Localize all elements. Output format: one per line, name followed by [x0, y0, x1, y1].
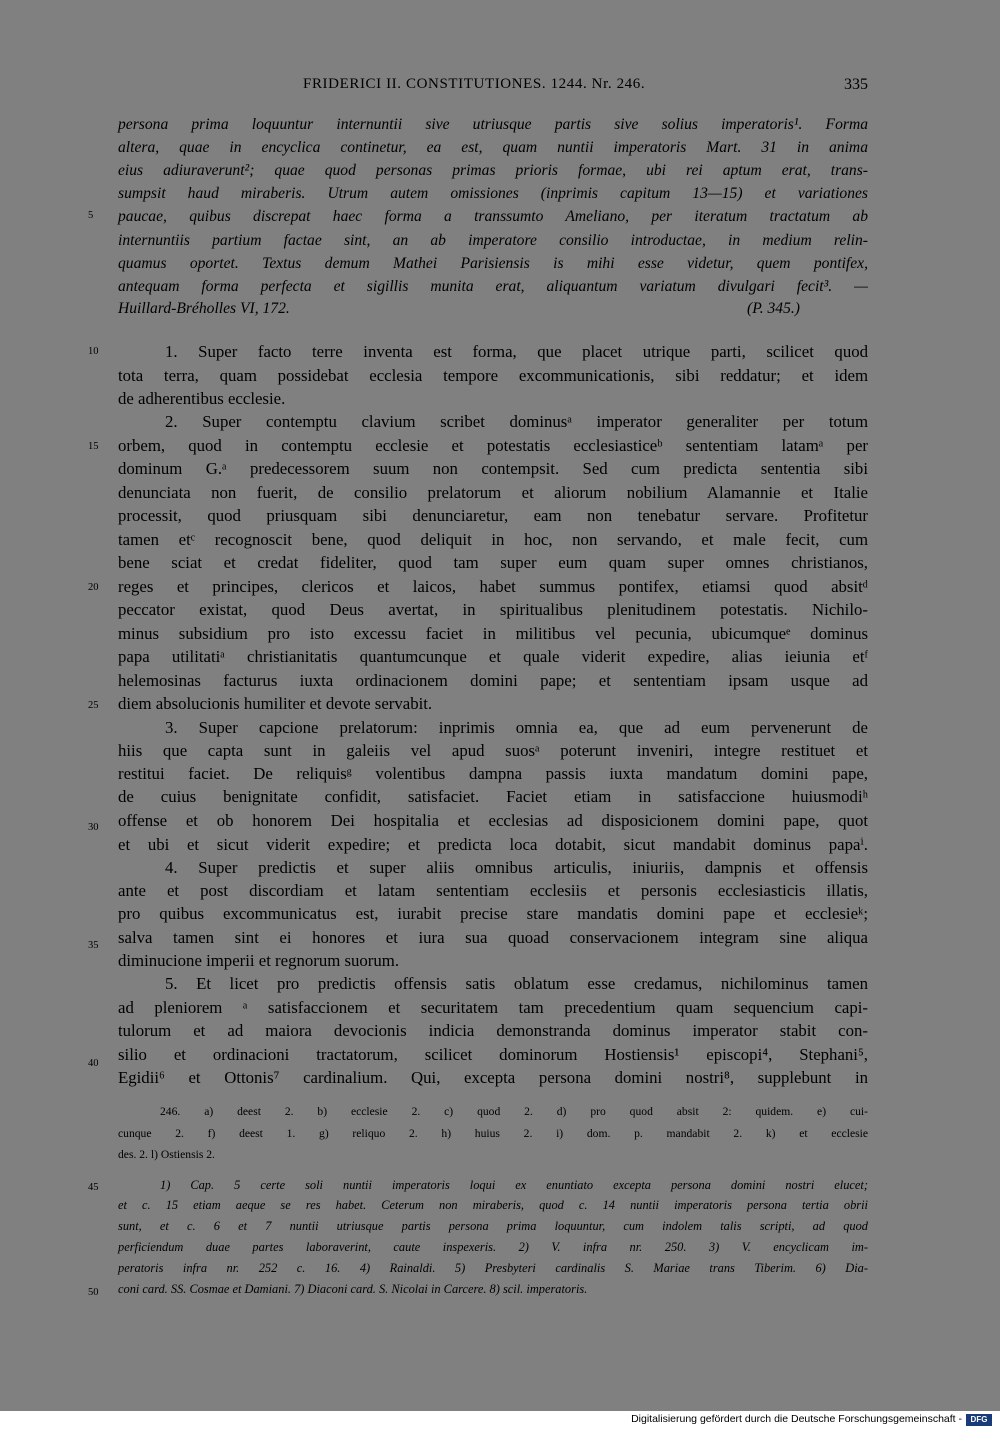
body-line: 2. Super contemptu clavium scribet dominusᵃ imperator generaliter per totum — [165, 412, 868, 431]
body-line: et ubi et sicut viderit expedire; et predicta loca dotabit, sicut mandabit dominus papaⁱ. — [118, 835, 868, 854]
body-line: offense et ob honorem Dei hospitalia et ecclesias ad disposicionem domini pape, quot — [118, 811, 868, 830]
notes-line: sunt, et c. 6 et 7 nuntii utriusque partis persona prima loquuntur, cum indolem talis scripti, ad quod — [118, 1219, 868, 1233]
body-line: minus subsidium pro isto excessu faciet in militibus vel pecunia, ubicumqueᵉ dominus — [118, 624, 868, 643]
body-line: hiis que capta sunt in galeiis vel apud suosᵃ poterunt inveniri, integre restituet et — [118, 741, 868, 760]
variants-line: 246. a) deest 2. b) ecclesie 2. c) quod 2. d) pro quod absit 2: quidem. e) cui- — [160, 1105, 868, 1118]
notes-line: 1) Cap. 5 certe soli nuntii imperatoris loqui ex enuntiato excepta persona domini nostri elucet; — [160, 1178, 868, 1192]
intro-line: sumpsit haud miraberis. Utrum autem omissiones (inprimis capitum 13—15) et variationes — [118, 185, 868, 202]
intro-line: internuntiis partium factae sint, an ab imperatore consilio introductae, in medium relin- — [118, 232, 868, 249]
body-line: 4. Super predictis et super aliis omnibus articulis, iniuriis, dampnis et offensis — [165, 858, 868, 877]
line-number: 5 — [88, 210, 94, 221]
intro-regest: (P. 345.) — [747, 300, 800, 317]
variants-line: des. 2. l) Ostiensis 2. — [118, 1148, 215, 1161]
body-line: restitui faciet. De reliquisᵍ volentibus dampna passis iuxta mandatum domini pape, — [118, 764, 868, 783]
intro-citation: Huillard-Bréholles VI, 172. — [118, 300, 290, 317]
body-line: orbem, quod in contemptu ecclesie et potestatis ecclesiasticeᵇ sententiam latamᵃ per — [118, 436, 868, 455]
intro-line: paucae, quibus discrepat haec forma a transsumto Ameliano, per iteratum tractatum ab — [118, 208, 868, 225]
running-header — [118, 76, 868, 98]
body-line: reges et principes, clericos et laicos, habet summus pontifex, etiamsi quod absitᵈ — [118, 577, 868, 596]
line-number: 35 — [88, 940, 99, 951]
body-line: denunciata non fuerit, de consilio prelatorum et aliorum nobilium Alamannie et Italie — [118, 483, 868, 502]
body-line: bene sciat et credat fideliter, quod tam super eum quam super omnes christianos, — [118, 553, 868, 572]
body-line: ante et post discordiam et latam sententiam ecclesiis et personis ecclesiasticis illatis, — [118, 881, 868, 900]
body-line: diminucione imperii et regnorum suorum. — [118, 951, 400, 970]
body-line: processit, quod priusquam sibi denunciaretur, eam non tenebatur servare. Profitetur — [118, 506, 868, 525]
notes-line: et c. 15 etiam aeque se res habet. Ceterum non miraberis, quod c. 14 nuntii imperatoris persona tertia obrii — [118, 1198, 868, 1212]
body-line: Egidii⁶ et Ottonis⁷ cardinalium. Qui, excepta persona domini nostri⁸, supplebunt in — [118, 1068, 868, 1087]
body-line: tulorum et ad maiora devocionis indicia demonstranda dominus imperator stabit con- — [118, 1021, 868, 1040]
intro-line: eius adiuraverunt²; quae quod personas primas prioris formae, ubi rei aptum erat, trans- — [118, 162, 868, 179]
body-line: helemosinas facturus iuxta ordinacionem domini pape; et sententiam ipsam usque ad — [118, 671, 868, 690]
body-line: 5. Et licet pro predictis offensis satis oblatum esse credamus, nichilominus tamen — [165, 974, 868, 993]
body-line: dominum G.ᵃ predecessorem suum non contempsit. Sed cum predicta sententia sibi — [118, 459, 868, 478]
dfg-logo: DFG — [966, 1414, 992, 1426]
body-line: salva tamen sint ei honores et iura sua quoad conservacionem integram sine aliqua — [118, 928, 868, 947]
digitization-footer — [0, 1411, 1000, 1430]
page-number: 335 — [844, 76, 868, 93]
body-line: tamen etᶜ recognoscit bene, quod deliquit in hoc, non servando, et male fecit, cum — [118, 530, 868, 549]
intro-line: altera, quae in encyclica continetur, ea est, quam nuntii imperatoris Mart. 31 in anima — [118, 139, 868, 156]
notes-line: coni card. SS. Cosmae et Damiani. 7) Diaconi card. S. Nicolai in Carcere. 8) scil. imperatoris. — [118, 1282, 588, 1296]
body-line: de adherentibus ecclesie. — [118, 389, 286, 408]
notes-line: peratoris infra nr. 252 c. 16. 4) Rainaldi. 5) Presbyteri cardinalis S. Mariae trans Tiberim. 6) Dia- — [118, 1261, 868, 1275]
body-line: diem absolucionis humiliter et devote servabit. — [118, 694, 433, 713]
intro-line: antequam forma perfecta et sigillis munita erat, aliquantum variatum divulgari fecit³. — — [118, 278, 868, 295]
line-number: 25 — [88, 700, 99, 711]
line-number: 40 — [88, 1058, 99, 1069]
variants-line: cunque 2. f) deest 1. g) reliquo 2. h) huius 2. i) dom. p. mandabit 2. k) et ecclesie — [118, 1127, 868, 1140]
funding-credit: Digitalisierung gefördert durch die Deutsche Forschungsgemeinschaft - — [631, 1413, 962, 1425]
line-number: 50 — [88, 1287, 99, 1298]
line-number: 15 — [88, 441, 99, 452]
line-number: 30 — [88, 822, 99, 833]
body-line: de cuius benignitate confidit, satisfaciet. Faciet etiam in satisfaccione huiusmodiʰ — [118, 787, 868, 806]
intro-line: quamus oportet. Textus demum Mathei Parisiensis is mihi esse videtur, quem pontifex, — [118, 255, 868, 272]
running-title: FRIDERICI II. CONSTITUTIONES. 1244. Nr. 246. — [303, 76, 646, 92]
body-line: 3. Super capcione prelatorum: inprimis omnia ea, que ad eum pervenerunt de — [165, 718, 868, 737]
line-number: 20 — [88, 582, 99, 593]
line-number: 45 — [88, 1182, 99, 1193]
intro-line: persona prima loquuntur internuntii sive utriusque partis sive solius imperatoris¹. Forma — [118, 116, 868, 133]
body-line: ad pleniorem ᵃ satisfaccionem et securitatem tam precedentium quam sequencium capi- — [118, 998, 868, 1017]
notes-line: perficiendum duae partes laboraverint, caute inspexeris. 2) V. infra nr. 250. 3) V. encyclicam im- — [118, 1240, 868, 1254]
body-line: pro quibus excommunicatus est, iurabit precise stare mandatis domini pape et ecclesieᵏ; — [118, 904, 868, 923]
line-number: 10 — [88, 346, 99, 357]
body-line: silio et ordinacioni tractatorum, scilicet dominorum Hostiensis¹ episcopi⁴, Stephani⁵, — [118, 1045, 868, 1064]
body-line: tota terra, quam possidebat ecclesia tempore excommunicationis, sibi reddatur; et idem — [118, 366, 868, 385]
body-line: peccator existat, quod Deus avertat, in spiritualibus plenitudinem potestatis. Nichilo- — [118, 600, 868, 619]
body-line: 1. Super facto terre inventa est forma, que placet utrique parti, scilicet quod — [165, 342, 868, 361]
body-line: papa utilitatiᵃ christianitatis quantumcunque et quale viderit expedire, alias ieiunia etᶠ — [118, 647, 868, 666]
